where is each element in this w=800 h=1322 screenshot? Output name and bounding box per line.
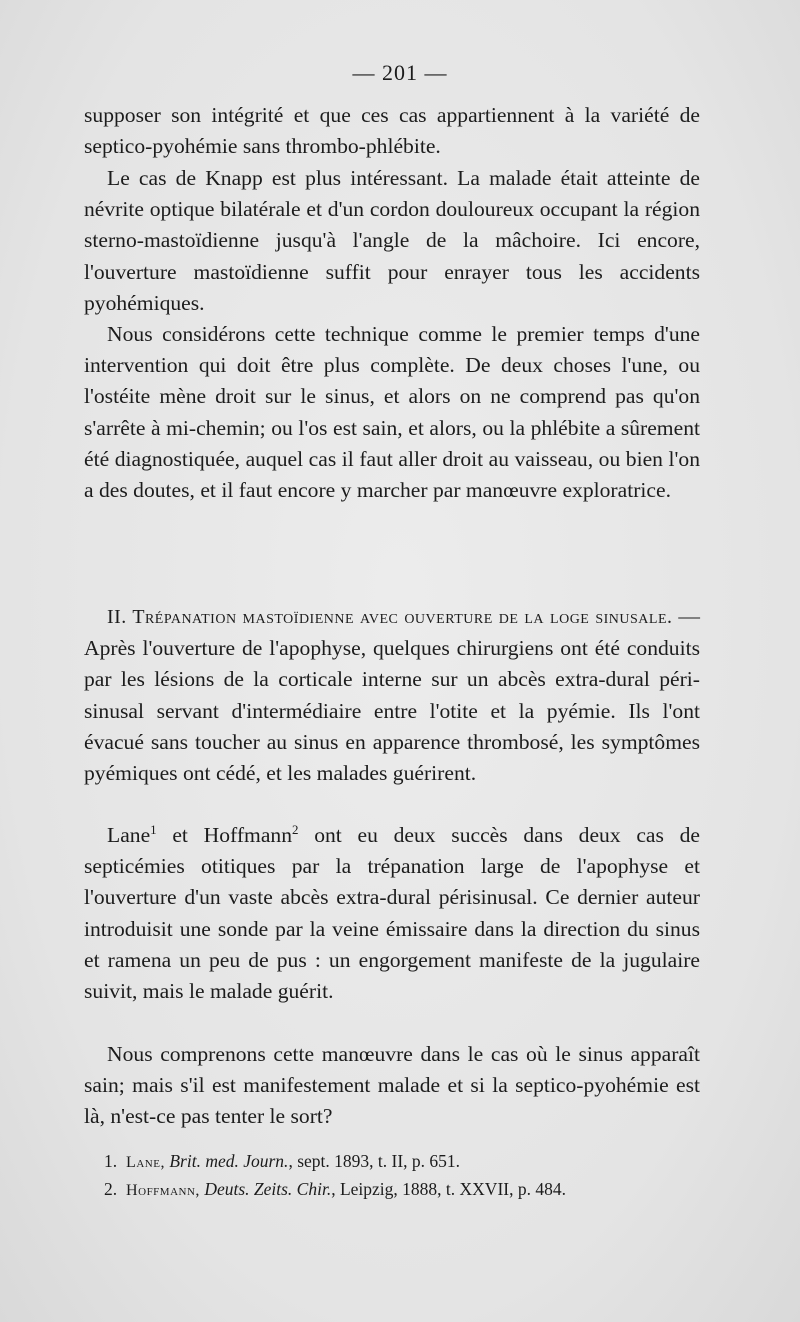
footnote-ref-1: 1 [150,822,157,838]
author-hoffmann: et Hoffmann [156,823,293,847]
paragraph-2: Le cas de Knapp est plus intéressant. La malade était atteinte de névrite optique bilatérale et d'un cordon douloureux occupant la région sterno-mastoïdienne jusqu'à l'angle de la mâchoire. Ici encore, l'ouverture mastoïdienne suffit pour enrayer tous les accidents pyohémiques. [84,166,700,315]
paragraph-4 [84,601,700,789]
footnote-author: Hoffmann, [126,1182,200,1199]
section-body: — Après l'ouverture de l'apophyse, quelques chirurgiens ont été conduits par les lésions de la corticale interne sur un abcès extra-dural péri-sinusal servant d'intermédiaire entre l'otite et la pyémie. Ils l'ont évacué sans toucher au sinus en apparence thrombosé, les symptômes pyémiques ont cédé, et les malades guérirent. [84,604,700,786]
paragraph-5 [84,820,700,1007]
paragraph-conclusion [84,1039,700,1133]
paragraph-1: supposer son intégrité et que ces cas appartiennent à la variété de septico-pyohémie sans thrombo-phlébite. [84,103,700,159]
footnote-journal: Brit. med. Journ. [169,1151,289,1171]
paragraph-lane-hoffmann [84,820,700,1007]
section-trepanation [84,601,700,789]
paragraph-5-body: ont eu deux succès dans deux cas de septicémies otitiques par la trépanation large de l'apophyse et l'ouverture d'un vaste abcès extra-dural périsinusal. Ce dernier auteur introduisit une sonde par la veine émissaire dans la direction du sinus et ramena un peu de pus : un engorgement manifeste de la jugulaire suivit, mais le malade guérit. [84,823,700,1004]
footnote-author: Lane, [126,1154,165,1171]
paragraph-knapp [84,163,700,319]
paragraph-technique [84,319,700,506]
paragraph-3: Nous considérons cette technique comme le premier temps d'une intervention qui doit être plus complète. De deux choses l'une, ou l'ostéite mène droit sur le sinus, et alors on ne comprend pas qu'on s'arrête à mi-chemin; ou l'os est sain, et alors, ou la phlébite a sûrement été diagnostiquée, auquel cas il faut aller droit au vaisseau, ou bien l'on a des doutes, et il faut encore y marcher par manœuvre exploratrice. [84,322,700,503]
footnote-number: 1. [104,1151,118,1171]
footnote-1 [104,1148,684,1176]
footnote-journal: Deuts. Zeits. Chir. [204,1179,332,1199]
page-number: — 201 — [352,60,448,85]
footnotes [104,1148,684,1204]
paragraph-6: Nous comprenons cette manœuvre dans le cas où le sinus apparaît sain; mais s'il est manifestement malade et si la septico-pyohémie est là, n'est-ce pas tenter le sort? [84,1042,700,1129]
section-heading: II. Trépanation mastoïdienne avec ouverture de la loge sinusale. [107,606,673,628]
author-lane: Lane [107,823,151,847]
paragraph-continuation [84,100,700,162]
footnote-ref-2: 2 [292,822,299,838]
footnote-details: , sept. 1893, t. II, p. 651. [288,1151,461,1171]
footnote-2 [104,1176,684,1204]
footnote-number: 2. [104,1179,118,1199]
footnote-details: , Leipzig, 1888, t. XXVII, p. 484. [331,1179,566,1199]
